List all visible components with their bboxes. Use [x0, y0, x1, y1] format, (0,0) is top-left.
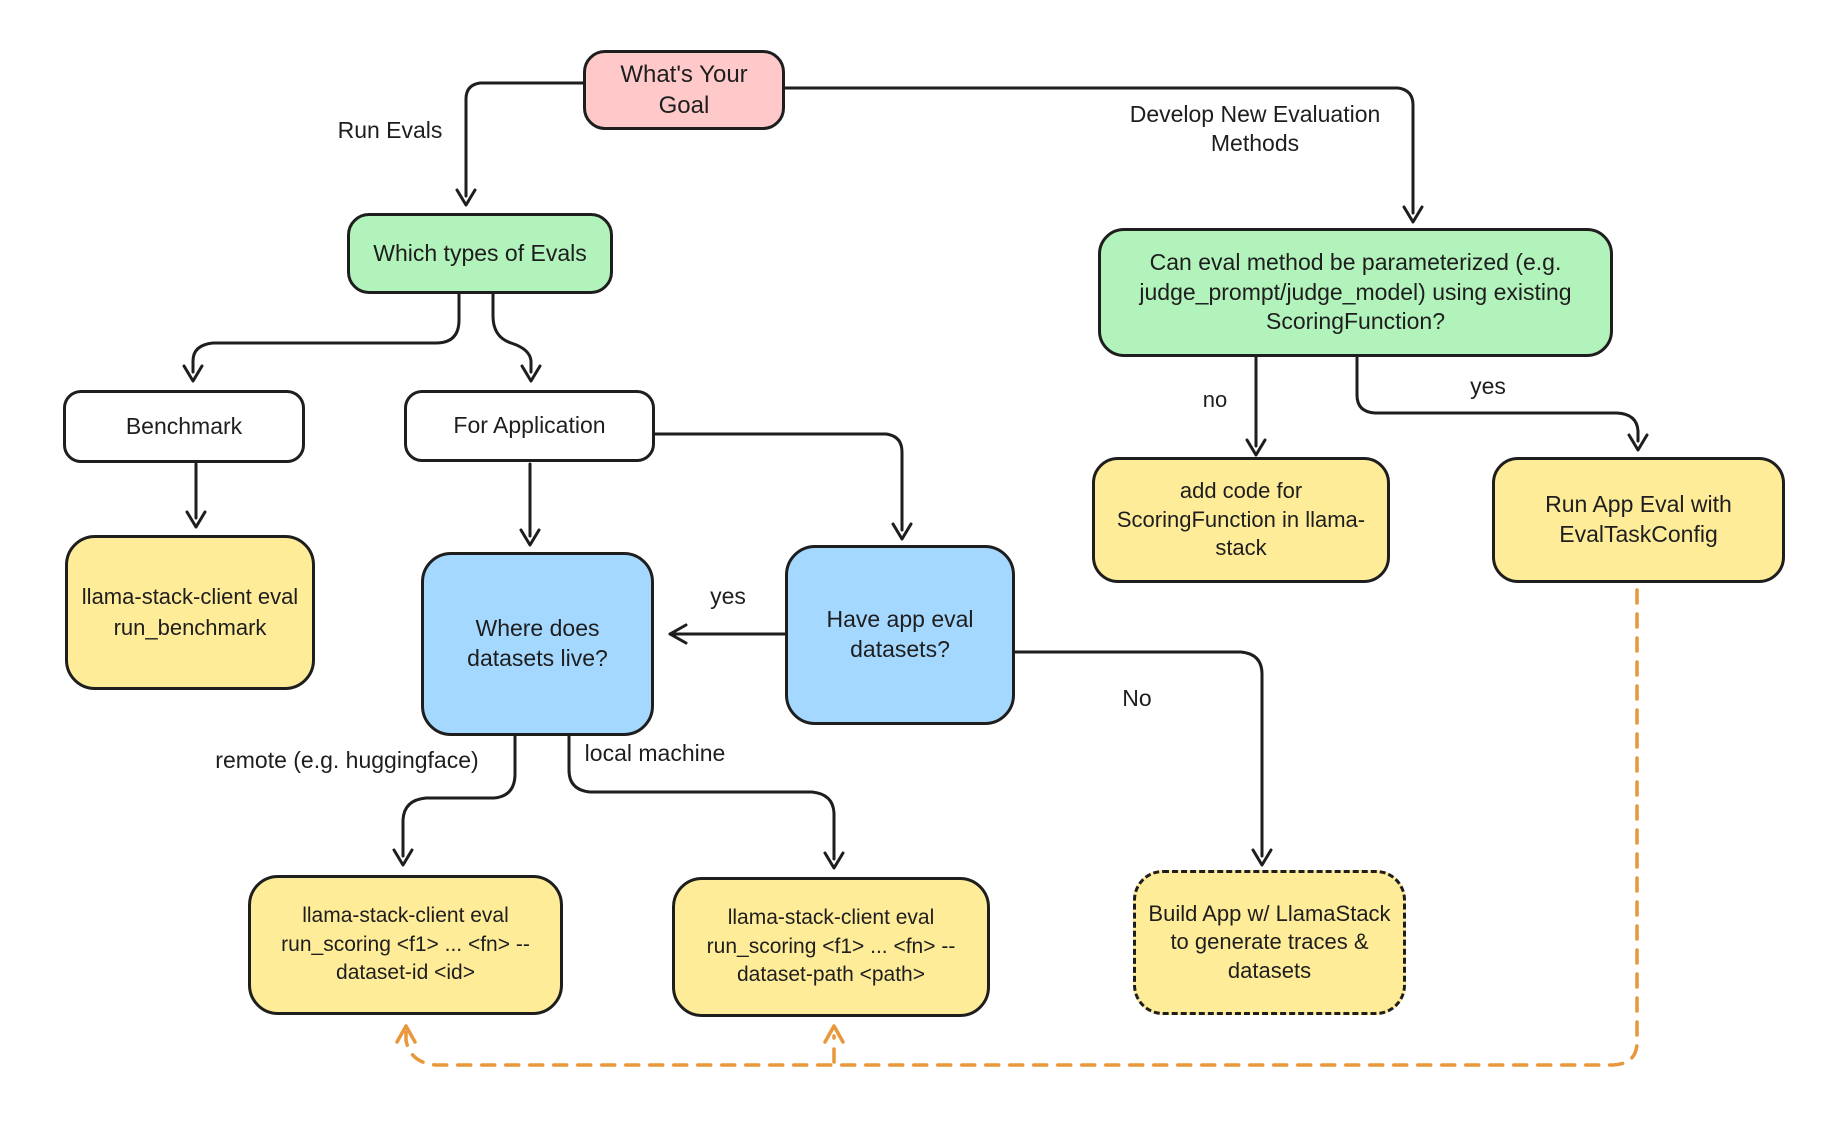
node-for-application	[404, 390, 655, 462]
edge-label-have-datasets-yes: yes	[710, 583, 746, 609]
node-build-app-llamastack	[1133, 870, 1406, 1015]
node-run-app-eval-label: Run App Eval with EvalTaskConfig	[1545, 491, 1732, 547]
node-have-app-label: Have app eval datasets?	[826, 606, 974, 662]
edge-label-parameterized-no: no	[1202, 387, 1228, 412]
node-benchmark	[63, 390, 305, 463]
edge-forapp-haveapp	[655, 434, 902, 530]
edge-label-develop-new-methods: Develop New Evaluation Methods	[1129, 101, 1381, 156]
edge-label-parameterized-yes: yes	[1470, 373, 1506, 399]
edge-label-remote: remote (e.g. huggingface)	[215, 747, 479, 773]
node-whats-your-goal	[583, 50, 785, 130]
node-have-app-eval-datasets	[785, 545, 1015, 725]
edge-label-run-evals: Run Evals	[337, 117, 443, 143]
node-for-application-label: For Application	[453, 412, 606, 439]
node-can-eval-method-parameterized	[1098, 228, 1613, 357]
node-benchmark-label: Benchmark	[125, 412, 243, 439]
edge-label-have-datasets-no: No	[1122, 685, 1152, 711]
edge-to-for-application	[493, 294, 531, 372]
node-run-scoring-dataset-path	[672, 877, 990, 1017]
edge-haveapp-no	[1015, 652, 1262, 856]
edge-to-benchmark	[193, 294, 459, 372]
node-can-eval-label: Can eval method be parameterized (e.g. judge_prompt/judge_model) using existing ScoringFunction?	[1139, 248, 1572, 335]
node-add-code-label: add code for ScoringFunction in llama-stack	[1116, 478, 1366, 561]
node-where-does-datasets-live	[421, 552, 654, 736]
node-add-code-scoringfunction	[1092, 457, 1390, 583]
node-run-benchmark-label: llama-stack-client eval run_benchmark	[81, 584, 299, 640]
node-run-scoring-id-label: llama-stack-client eval run_scoring <f1> ... <fn> --dataset-id <id>	[281, 903, 530, 985]
node-which-types-of-evals	[347, 213, 613, 294]
node-run-app-eval	[1492, 457, 1785, 583]
node-whats-your-goal-label: What's Your Goal	[620, 60, 748, 119]
node-run-scoring-path-label: llama-stack-client eval run_scoring <f1> ... <fn> --dataset-path <path>	[706, 905, 956, 987]
node-build-app-label: Build App w/ LlamaStack to generate traces & datasets	[1148, 900, 1391, 983]
node-where-datasets-label: Where does datasets live?	[467, 615, 608, 671]
node-run-scoring-dataset-id	[248, 875, 563, 1015]
node-which-types-label: Which types of Evals	[373, 239, 587, 266]
edge-label-local: local machine	[584, 740, 726, 766]
node-run-benchmark-command	[65, 535, 315, 690]
